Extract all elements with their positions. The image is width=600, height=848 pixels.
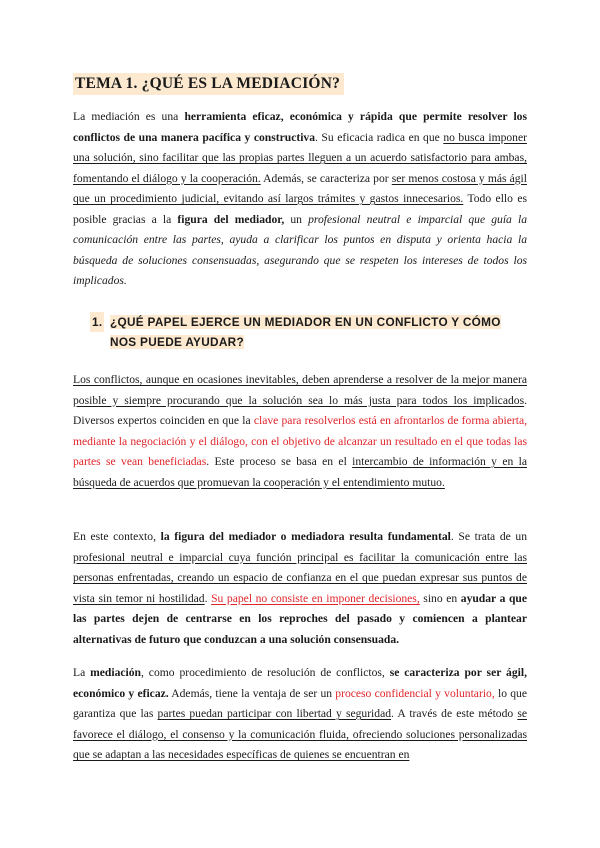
bold-text: figura del mediador, — [177, 212, 285, 226]
text-span: . Este proceso se basa en el — [206, 455, 353, 468]
underlined-text: profesional neutral e imparcial cuya función principal es facilitar la comunicación entre las personas enfrentadas, creando un espacio de confianza en el que puedan expresar sus puntos de vista sin temor ni hostilidad — [73, 550, 527, 605]
red-text: proceso confidencial y voluntario, — [335, 686, 495, 700]
text-span: La — [73, 666, 91, 679]
text-span: . Su eficacia radica en que — [315, 130, 444, 144]
text-span: . A través de este método — [391, 707, 518, 720]
section-number: 1. — [90, 312, 104, 332]
text-span: un — [284, 212, 309, 226]
conflicts-paragraph — [73, 370, 527, 493]
page-title: TEMA 1. ¿QUÉ ES LA MEDIACIÓN? — [73, 73, 344, 95]
mediation-paragraph — [73, 663, 527, 766]
text-span: , como procedimiento de resolución de conflictos, — [141, 666, 390, 679]
text-span: . — [204, 591, 212, 605]
text-span: Además, se caracteriza por — [260, 171, 392, 185]
intro-paragraph — [73, 107, 527, 292]
italic-text: profesional neutral e imparcial que guía la comunicación entre las partes, ayuda a clarificar los puntos en disputa y orienta hacia la búsqueda de soluciones consensuadas, asegurando que se respeten los intereses de todos los implicados. — [73, 212, 528, 287]
section-heading-text: ¿QUÉ PAPEL EJERCE UN MEDIADOR EN UN CONFLICTO Y CÓMO NOS PUEDE AYUDAR? — [110, 315, 501, 349]
underlined-text: se favorece el diálogo, el consenso y la comunicación fluida, ofreciendo soluciones personalizadas que se adaptan a las necesidades específicas de quienes se encuentran en — [73, 707, 527, 761]
text-span: . Se trata de un — [450, 530, 527, 543]
red-text: clave para resolverlos está en afrontarlos de forma abierta, mediante la negociación y el diálogo, con el objetivo de alcanzar un resultado en el que todas las partes se vean beneficiadas — [73, 414, 527, 468]
underlined-text: no busca imponer una solución, sino facilitar que las propias partes lleguen a un acuerdo satisfactorio para ambas, fomentando el diálogo y la cooperación. — [73, 130, 527, 185]
text-span: . Diversos expertos coinciden en que la — [73, 393, 527, 427]
mediator-paragraph — [73, 527, 527, 650]
bold-text: la figura del mediador o mediadora resulta fundamental — [160, 530, 451, 543]
bold-text: mediación — [90, 666, 142, 679]
bold-text: se caracteriza por ser ágil, económico y eficaz. — [73, 666, 527, 700]
section-heading — [90, 312, 527, 352]
text-span: En este contexto, — [73, 530, 161, 543]
bold-text: herramienta eficaz, económica y rápida que permite resolver los conflictos de una manera pacífica y constructiva — [73, 110, 527, 144]
underlined-text: partes puedan participar con libertad y seguridad — [157, 707, 392, 720]
text-span: Todo ello es posible gracias a la — [73, 192, 527, 226]
text-span: Además, tiene la ventaja de ser un — [168, 686, 336, 700]
red-underlined-text: Su papel no consiste en imponer decisiones, — [211, 591, 420, 605]
underlined-text: intercambio de información y en la búsqueda de acuerdos que promuevan la cooperación y el entendimiento mutuo. — [73, 455, 527, 489]
underlined-text: ser menos costosa y más ágil que un procedimiento judicial, evitando así largos trámites y gastos innecesarios. — [73, 171, 527, 205]
text-span: sino en — [419, 591, 461, 605]
bold-text: ayudar a que las partes dejen de centrarse en los reproches del pasado y comiencen a plantear alternativas de futuro que conduzcan a una solución consensuada. — [73, 591, 528, 646]
text-span: lo que garantiza que las — [73, 686, 527, 720]
underlined-text: Los conflictos, aunque en ocasiones inevitables, deben aprenderse a resolver de la mejor manera posible y siempre procurando que la solución sea lo más justa para todos los implicados — [73, 373, 527, 407]
text-span: La mediación es una — [73, 110, 185, 123]
